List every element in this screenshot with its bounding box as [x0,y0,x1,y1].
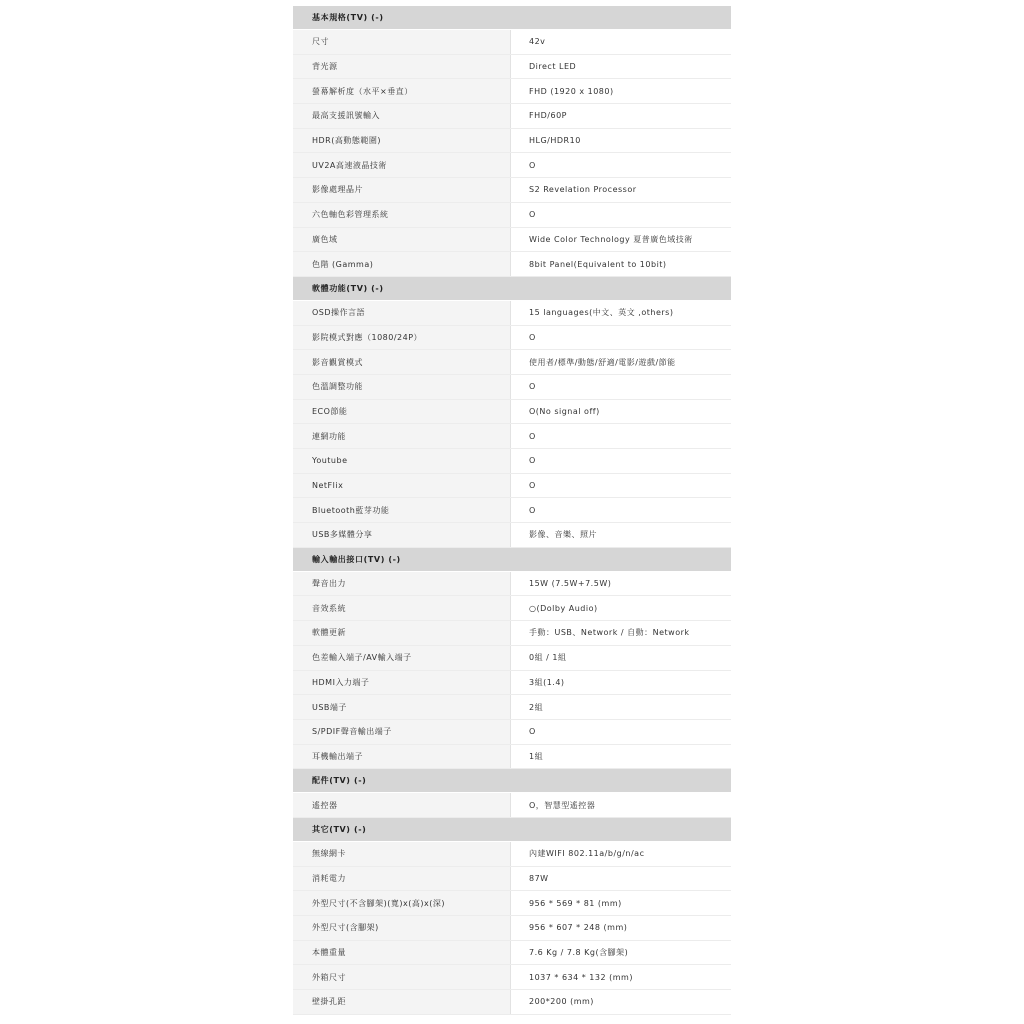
spec-row [293,941,731,966]
spec-row [293,104,731,129]
spec-value: O [511,153,731,177]
spec-row [293,203,731,228]
spec-value: O [511,424,731,448]
spec-row [293,745,731,770]
spec-row [293,523,731,548]
spec-value: O [511,203,731,227]
spec-row [293,326,731,351]
spec-label: 聲音出力 [293,572,511,596]
spec-label: 尺寸 [293,30,511,54]
spec-row [293,867,731,892]
spec-value: 7.6 Kg / 7.8 Kg(含腳架) [511,941,731,965]
spec-value: 1組 [511,745,731,769]
spec-row [293,990,731,1015]
spec-label: 色溫調整功能 [293,375,511,399]
spec-label: NetFlix [293,474,511,498]
spec-label: 廣色域 [293,228,511,252]
spec-label: HDMI入力端子 [293,671,511,695]
spec-value: O [511,720,731,744]
spec-row [293,153,731,178]
spec-value: O [511,375,731,399]
spec-value: ○(Dolby Audio) [511,596,731,620]
spec-row [293,228,731,253]
spec-row [293,965,731,990]
spec-label: 連網功能 [293,424,511,448]
spec-row [293,375,731,400]
section-title: 基本規格(TV) (-) [312,13,384,22]
spec-row [293,79,731,104]
spec-label: Youtube [293,449,511,473]
spec-value: 0組 / 1組 [511,646,731,670]
spec-value: FHD/60P [511,104,731,128]
spec-label: HDR(高動態範圍) [293,129,511,153]
spec-value: 956 * 607 * 248 (mm) [511,916,731,940]
section-header[interactable] [293,6,731,30]
spec-row [293,350,731,375]
spec-row [293,178,731,203]
spec-row [293,720,731,745]
spec-row [293,55,731,80]
spec-value: 15W (7.5W+7.5W) [511,572,731,596]
spec-value: O(No signal off) [511,400,731,424]
spec-row [293,572,731,597]
spec-value: S2 Revelation Processor [511,178,731,202]
spec-row [293,596,731,621]
spec-value: 2組 [511,695,731,719]
spec-row [293,793,731,818]
spec-label: 外型尺寸(含腳架) [293,916,511,940]
spec-label: 外箱尺寸 [293,965,511,989]
spec-label: 音效系統 [293,596,511,620]
spec-row [293,301,731,326]
spec-value: 8bit Panel(Equivalent to 10bit) [511,252,731,276]
spec-value: O [511,474,731,498]
section-header[interactable] [293,277,731,301]
spec-label: S/PDIF聲音輸出端子 [293,720,511,744]
spec-value: 使用者/標準/動態/舒適/電影/遊戲/節能 [511,350,731,374]
spec-label: 軟體更新 [293,621,511,645]
section-title: 輸入輸出接口(TV) (-) [312,554,401,564]
spec-value: O [511,449,731,473]
spec-row [293,449,731,474]
spec-label: 外型尺寸(不含腳架)(寬)x(高)x(深) [293,891,511,915]
spec-row [293,671,731,696]
spec-label: 色階 (Gamma) [293,252,511,276]
spec-value: HLG/HDR10 [511,129,731,153]
spec-label: OSD操作言語 [293,301,511,325]
spec-row [293,474,731,499]
spec-value: O [511,326,731,350]
spec-label: 本體重量 [293,941,511,965]
spec-value: 200*200 (mm) [511,990,731,1014]
section-title: 其它(TV) (-) [312,824,367,834]
spec-value: Direct LED [511,55,731,79]
spec-value: O [511,498,731,522]
section-header[interactable] [293,548,731,572]
spec-value: 42v [511,30,731,54]
spec-label: 消耗電力 [293,867,511,891]
spec-value: FHD (1920 x 1080) [511,79,731,103]
section-title: 配件(TV) (-) [312,776,367,786]
spec-label: 無線網卡 [293,842,511,866]
spec-label: 耳機輸出端子 [293,745,511,769]
spec-label: 遙控器 [293,793,511,817]
spec-row [293,30,731,55]
spec-row [293,498,731,523]
spec-value: 1037 * 634 * 132 (mm) [511,965,731,989]
spec-label: 六色軸色彩管理系統 [293,203,511,227]
spec-row [293,695,731,720]
spec-value: 87W [511,867,731,891]
spec-value: 影像、音樂、照片 [511,523,731,547]
spec-value: 內建WIFI 802.11a/b/g/n/ac [511,842,731,866]
spec-label: 背光源 [293,55,511,79]
spec-label: USB端子 [293,695,511,719]
spec-table [293,6,731,1015]
spec-label: 影音觀賞模式 [293,350,511,374]
spec-value: 手動：USB、Network / 自動：Network [511,621,731,645]
spec-label: 壁掛孔距 [293,990,511,1014]
spec-value: Wide Color Technology 夏普廣色域技術 [511,228,731,252]
spec-label: 色差輸入端子/AV輸入端子 [293,646,511,670]
spec-label: 影院模式對應（1080/24P） [293,326,511,350]
spec-label: UV2A高速液晶技術 [293,153,511,177]
spec-row [293,621,731,646]
spec-label: 螢幕解析度（水平×垂直） [293,79,511,103]
spec-value: 15 languages(中文、英文 ,others) [511,301,731,325]
spec-value: 3組(1.4) [511,671,731,695]
spec-row [293,646,731,671]
section-title: 軟體功能(TV) (-) [312,283,384,293]
spec-row [293,400,731,425]
spec-row [293,842,731,867]
spec-label: 最高支援訊號輸入 [293,104,511,128]
section-header[interactable] [293,818,731,842]
spec-label: 影像處理晶片 [293,178,511,202]
spec-label: Bluetooth藍芽功能 [293,498,511,522]
spec-label: ECO節能 [293,400,511,424]
spec-value: O，智慧型遙控器 [511,793,731,817]
spec-row [293,252,731,277]
spec-row [293,916,731,941]
spec-row [293,891,731,916]
spec-value: 956 * 569 * 81 (mm) [511,891,731,915]
section-header[interactable] [293,769,731,793]
spec-label: USB多媒體分享 [293,523,511,547]
spec-row [293,129,731,154]
spec-row [293,424,731,449]
